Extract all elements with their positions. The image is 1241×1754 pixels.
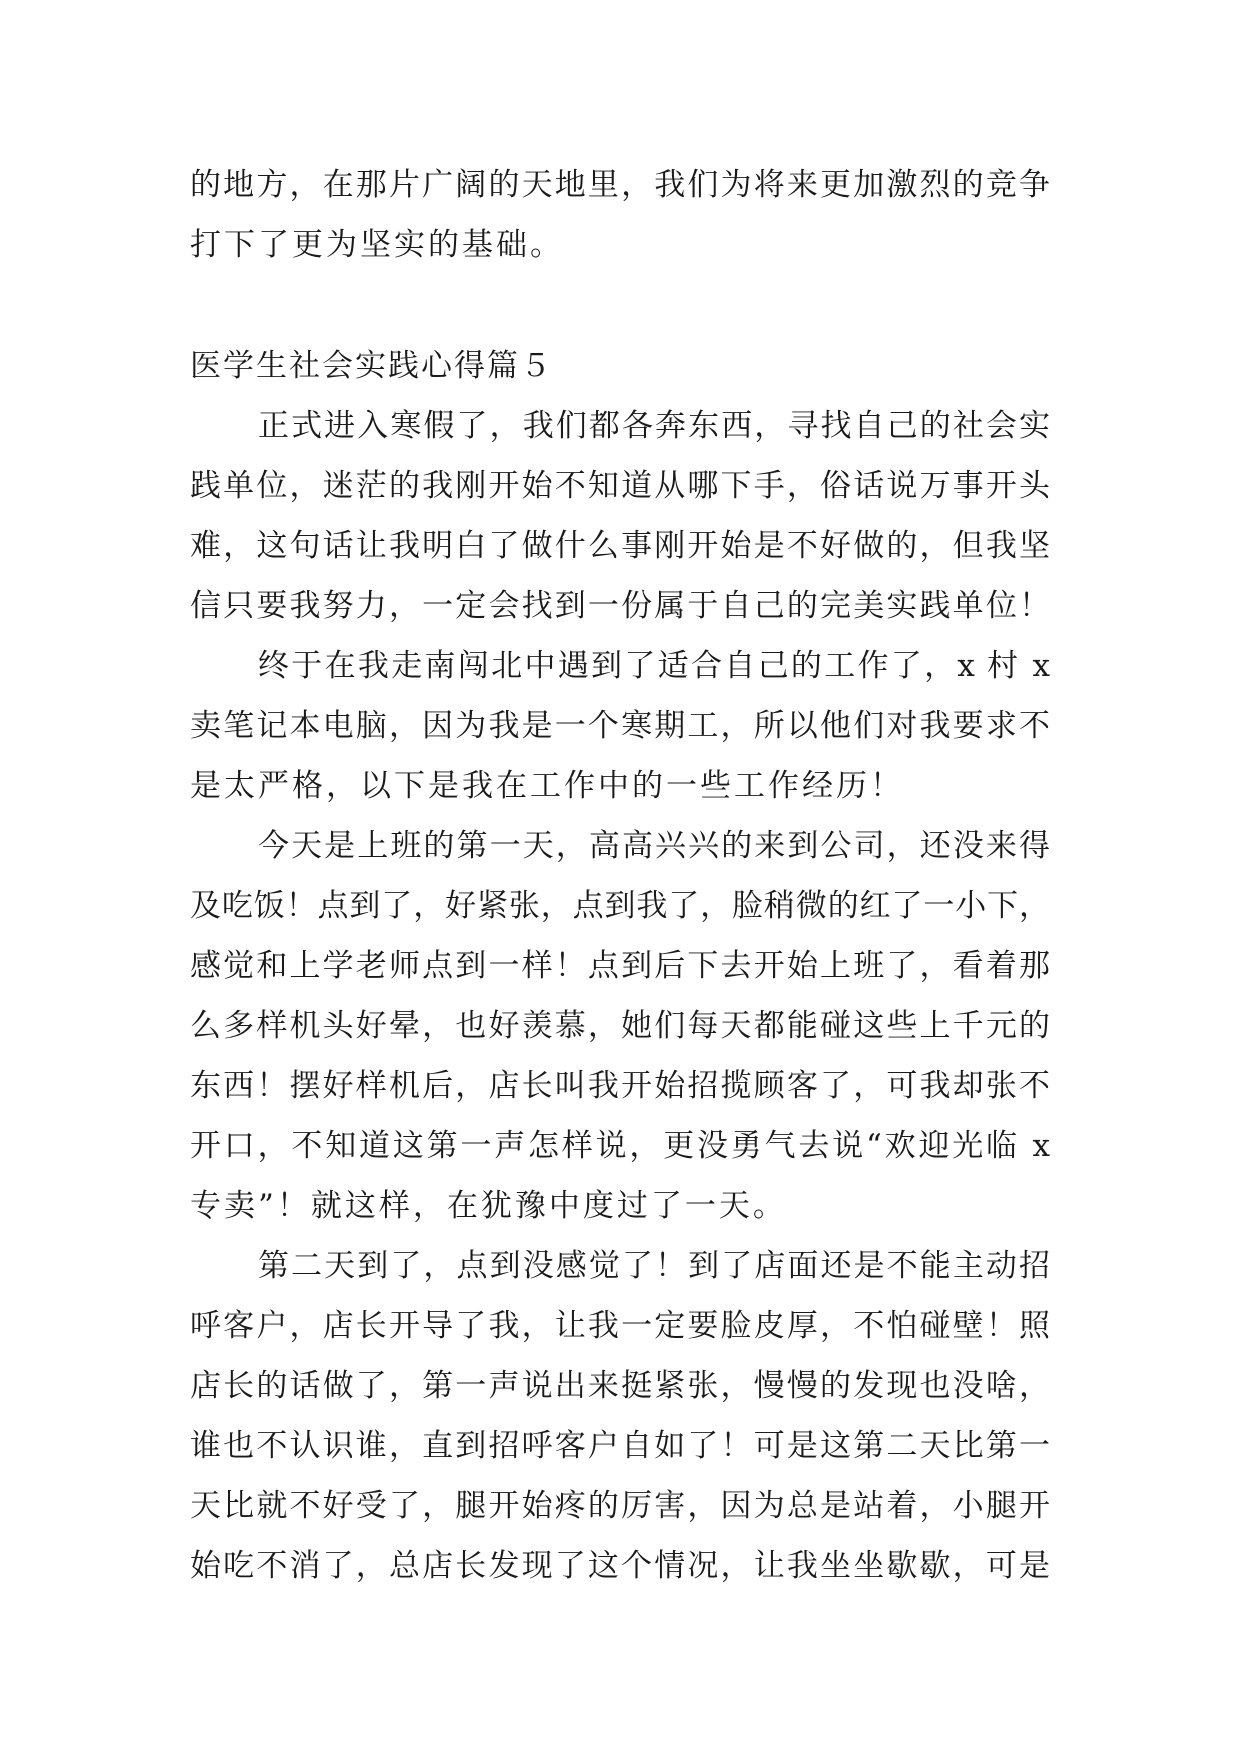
text-line: 开口，不知道这第一声怎样说，更没勇气去说“欢迎光临 x: [190, 1128, 1050, 1164]
text-line: 谁也不认识谁，直到招呼客户自如了！可是这第二天比第一: [190, 1428, 1050, 1464]
text-line: 的地方，在那片广阔的天地里，我们为将来更加激烈的竞争: [190, 167, 1050, 203]
paragraph-gap: [190, 275, 1050, 336]
text-line: 东西！摆好样机后，店长叫我开始招揽顾客了，可我却张不: [190, 1068, 1050, 1104]
text-line: 难，这句话让我明白了做什么事刚开始是不好做的，但我坚: [190, 528, 1050, 564]
section-title: 医学生社会实践心得篇５: [190, 348, 553, 384]
paragraph-2: [190, 636, 1050, 816]
text-line: 及吃饭！点到了，好紧张，点到我了，脸稍微的红了一小下，: [190, 888, 1050, 924]
text-line: 始吃不消了，总店长发现了这个情况，让我坐坐歇歇，可是: [190, 1548, 1050, 1584]
text-line: 天比就不好受了，腿开始疼的厉害，因为总是站着，小腿开: [190, 1488, 1050, 1524]
text-line: 店长的话做了，第一声说出来挺紧张，慢慢的发现也没啥，: [190, 1368, 1050, 1404]
text-line: 感觉和上学老师点到一样！点到后下去开始上班了，看着那: [190, 948, 1050, 984]
paragraph-3: [190, 816, 1050, 1236]
text-line: 第二天到了，点到没感觉了！到了店面还是不能主动招: [258, 1248, 1050, 1284]
document-body: [190, 155, 1050, 1596]
text-line: 今天是上班的第一天，高高兴兴的来到公司，还没来得: [258, 828, 1050, 864]
text-line: 卖笔记本电脑，因为我是一个寒期工，所以他们对我要求不: [190, 708, 1050, 744]
text-line: 专卖”！就这样，在犹豫中度过了一天。: [190, 1188, 787, 1224]
paragraph-4: [190, 1236, 1050, 1596]
text-line: 么多样机头好晕，也好羡慕，她们每天都能碰这些上千元的: [190, 1008, 1050, 1044]
text-line: 是太严格，以下是我在工作中的一些工作经历！: [190, 768, 904, 804]
text-line: 信只要我努力，一定会找到一份属于自己的完美实践单位！: [190, 588, 1050, 624]
text-line: 正式进入寒假了，我们都各奔东西，寻找自己的社会实: [258, 408, 1050, 444]
text-line: 呼客户，店长开导了我，让我一定要脸皮厚，不怕碰壁！照: [190, 1308, 1050, 1344]
paragraph-1: [190, 396, 1050, 636]
text-line: 终于在我走南闯北中遇到了适合自己的工作了，x 村 x: [258, 648, 1050, 684]
text-line: 践单位，迷茫的我刚开始不知道从哪下手，俗话说万事开头: [190, 468, 1050, 504]
text-line: 打下了更为坚实的基础。: [190, 227, 564, 263]
